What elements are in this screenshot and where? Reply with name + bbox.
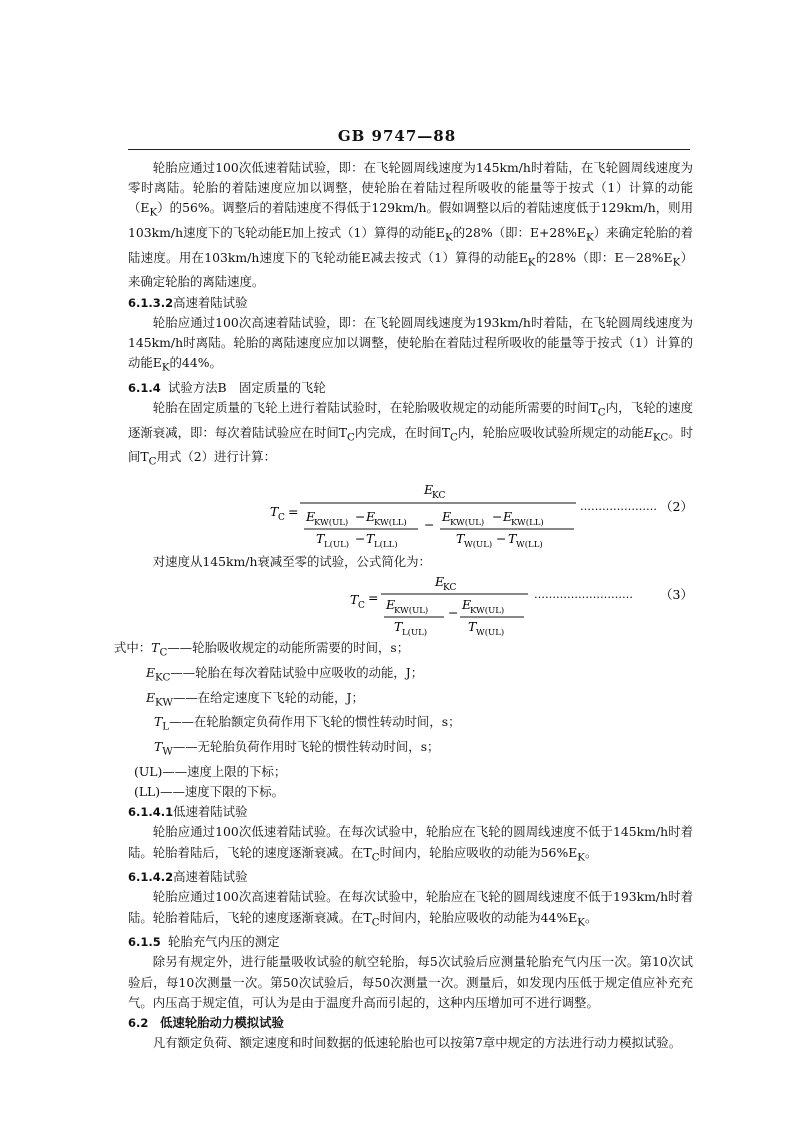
section-title: 试验方法B 固定质量的飞轮 (168, 379, 326, 395)
section-heading-6-2 (128, 1013, 693, 1033)
eq2-minus4: − (496, 531, 507, 547)
eq2-equals: = (288, 504, 299, 520)
section-number: 6.2 (128, 1016, 149, 1031)
eq2-e4-sub: KW(LL) (511, 518, 544, 529)
eq2-minus2: − (355, 531, 366, 547)
def-symbol: E (146, 665, 156, 680)
text-run: 轮胎应通过100次低速着陆试验，即：在飞轮圆周线速度为145km/h时着陆，在飞轮圆周线速度 (152, 160, 681, 175)
section-heading-6-1-4-1 (128, 802, 693, 822)
text-run: 内，飞轮的 (605, 400, 669, 416)
eq2-num-E: E (424, 482, 434, 498)
eq3-e2: E (462, 597, 472, 613)
eq2-e3: E (442, 509, 452, 525)
eq3-minus: − (448, 605, 459, 621)
def-symbol-sub: W (162, 745, 173, 758)
eq3-lhs-sub: C (358, 601, 365, 612)
text-run: 轮胎在固定质量的飞轮上进行着陆试验时，在轮胎吸收规定的动能所需要的时间T (152, 400, 598, 416)
eq3-number: （3） (660, 587, 693, 603)
text-run: K (672, 256, 681, 269)
text-run: 为零时离陆。轮胎的着陆速度应加以调整，使轮胎在着陆过程所吸收的能量等于按式（1）计算的动 (128, 160, 693, 196)
def-text: ——速度上限的下标； (162, 763, 287, 779)
def-symbol: T (154, 739, 163, 755)
eq3-equals: = (368, 590, 379, 606)
def-symbol: (LL) (134, 783, 161, 799)
text-run: 充气。内压高于规定值，可认为是由于温度升高而引起的，这种内压增加可不进行调整。 (128, 974, 693, 1010)
definition-row (128, 737, 693, 762)
def-text: ——在轮胎额定负荷作用下飞轮的惯性转动时间，s； (169, 714, 461, 730)
text-run: 试验后，每10次测量一次。第50次试验后，每50次测量一次。测量后，如发现内压低于规定值应补充 (128, 954, 693, 990)
text-run: 时间内，轮胎应吸收的动能为56%E (379, 844, 578, 860)
eq2-t2-sub: L(LL) (374, 540, 398, 551)
def-text: ——速度下限的下标。 (160, 783, 285, 799)
text-run: 轮胎应通过100次高速着陆试验，即：在飞轮圆周线速度为193km/h时着陆，在飞轮圆周线速度为 (152, 314, 693, 330)
definition-row (128, 712, 693, 737)
eq2-e2: E (366, 509, 376, 525)
eq3-e1-sub: KW(UL) (394, 606, 429, 617)
eq3-e2-sub: KW(UL) (470, 606, 505, 617)
def-symbol-sub: KC (155, 671, 171, 684)
equation-3 (128, 572, 693, 638)
text-run: KC (652, 431, 669, 444)
def-symbol: T (151, 640, 160, 656)
section-heading-6-1-5 (128, 932, 693, 952)
section-title: 高速着陆试验 (173, 869, 248, 885)
text-run: 着陆速度。用在103km/h速度下的飞轮动能E减去按式（1）算得的动能E (128, 225, 693, 265)
text-run: K (161, 361, 170, 374)
text-run: K (577, 916, 585, 929)
eq2-minus-mid: − (424, 517, 435, 533)
equation-2 (128, 472, 693, 552)
text-run: C (148, 455, 157, 468)
section-title: 低速轮胎动力模拟试验 (160, 1015, 284, 1031)
eq2-num-sub: KC (432, 491, 446, 502)
section-number: 6.1.4 (128, 380, 161, 395)
text-run: ）的56%。调整后的着陆速度不得低于129km/h。假如调整以后的着陆速度低于129km/h，则 (157, 200, 681, 216)
text-run: 用103km/h速度下的飞轮动能E加上按式（1）算得的动能E (128, 200, 693, 241)
paragraph-inflation-pressure (128, 952, 693, 1013)
eq2-lhs-sub: C (278, 513, 285, 524)
text-run: K (444, 231, 453, 244)
eq3-t2-sub: W(UL) (476, 628, 505, 639)
def-symbol: (UL) (134, 763, 163, 779)
eq3-lhs-T: T (350, 592, 359, 608)
def-text: ——无轮胎负荷作用时飞轮的惯性转动时间，s； (172, 739, 440, 755)
eq2-minus3: − (492, 509, 503, 525)
eq2-minus1: − (355, 509, 366, 525)
text-run: 的44%。 (169, 355, 222, 371)
section-heading-6-1-4 (128, 378, 693, 398)
text-run: 用式（2）进行计算： (156, 449, 276, 465)
definition-row (128, 663, 693, 688)
text-run: ）来确定轮胎的离陆速度。 (128, 249, 693, 290)
defs-prefix: 式中： (114, 640, 152, 656)
paragraph-low-speed-landing (128, 158, 693, 293)
symbol-definitions (114, 638, 693, 802)
definition-row (114, 638, 693, 663)
text-run: 速度逐渐衰减，即：每次着陆试验应在时间T (128, 400, 694, 440)
text-run: C (371, 850, 380, 863)
text-run: 凡有额定负荷、额定速度和时间数据的低速轮胎也可以按第7章中规定的方法进行动力模拟试验。 (152, 1035, 682, 1051)
text-run: C (347, 431, 355, 444)
text-run: 能（E (128, 180, 693, 216)
eq2-t1-sub: L(UL) (324, 540, 350, 551)
definition-row (128, 762, 693, 782)
eq2-t4-sub: W(LL) (516, 540, 543, 551)
text-run: E (643, 424, 653, 440)
text-run: K (585, 231, 594, 244)
eq3-t1: T (394, 619, 403, 635)
text-run: 。 (584, 909, 598, 925)
paragraph-simplified (128, 552, 693, 572)
section-heading-6-1-4-2 (128, 867, 693, 887)
section-number: 6.1.3.2 (128, 295, 174, 310)
text-run: E (663, 249, 673, 265)
eq3-e1: E (386, 597, 396, 613)
page-content (114, 158, 694, 1053)
eq2-leader-dots: ………………… (580, 500, 657, 514)
eq2-t4: T (508, 531, 517, 547)
def-symbol: T (154, 714, 163, 730)
eq3-num-sub: KC (443, 583, 457, 594)
paragraph-high-speed-test (128, 887, 693, 932)
text-run: K (577, 850, 585, 863)
text-run: C (449, 431, 458, 444)
text-run: 除另有规定外，进行能量吸收试验的航空轮胎，每5次试验后应测量轮胎充气内压一次。第10次 (152, 954, 681, 970)
text-run: 的动能E (128, 335, 693, 371)
section-number: 6.1.5 (128, 935, 161, 950)
eq3-leader-dots: ……………………… (534, 588, 633, 602)
text-run: 。时间T (128, 424, 694, 465)
paragraph-high-speed-landing (128, 313, 693, 378)
text-run: 内，轮胎应吸收试验所规定的动能 (457, 424, 644, 440)
definition-row (128, 688, 693, 713)
text-run: 145km/h时离陆。轮胎的离陆速度应加以调整，使轮胎在着陆过程所吸收的能量等于按式（1）计算 (128, 335, 681, 351)
text-run: C (371, 916, 380, 929)
def-symbol-sub: C (159, 646, 168, 659)
eq2-lhs-T: T (270, 504, 279, 520)
eq2-e3-sub: KW(UL) (450, 518, 485, 529)
def-text: ——轮胎在每次着陆试验中应吸收的动能，J； (170, 665, 424, 680)
section-number: 6.1.4.1 (128, 805, 174, 820)
eq2-t3-sub: W(UL) (464, 540, 493, 551)
section-heading-6-1-3-2 (128, 293, 693, 313)
section-title: 低速着陆试验 (173, 804, 248, 820)
text-run: 对速度从145km/h衰减至零的试验，公式简化为： (152, 554, 431, 570)
def-symbol: E (146, 689, 156, 705)
eq2-e2-sub: KW(LL) (374, 518, 407, 529)
eq2-e4: E (503, 509, 513, 525)
text-run: K (149, 206, 158, 219)
eq2-e1: E (306, 509, 316, 525)
text-run: 。 (584, 844, 598, 860)
eq2-t3: T (456, 531, 465, 547)
section-title: 轮胎充气内压的测定 (168, 934, 280, 950)
def-text: ——在给定速度下飞轮的动能，J； (173, 689, 364, 705)
section-number: 6.1.4.2 (128, 870, 174, 885)
paragraph-dynamic-simulation (128, 1033, 693, 1053)
section-title: 高速着陆试验 (173, 294, 248, 310)
definition-row (128, 782, 693, 802)
def-symbol-sub: KW (155, 696, 174, 709)
page-header: GB 9747—88 (337, 127, 457, 145)
text-run: 着陆。轮胎着陆后，飞轮的速度逐渐衰减。在T (128, 824, 693, 860)
def-text: ——轮胎吸收规定的动能所需要的时间，s； (167, 640, 410, 656)
eq2-t2: T (366, 531, 375, 547)
text-run: 着陆。轮胎着陆后，飞轮的速度逐渐衰减。在T (128, 889, 693, 925)
text-run: 内完成，在时间T (354, 424, 450, 440)
paragraph-low-speed-test (128, 822, 693, 867)
eq3-t2: T (468, 619, 477, 635)
text-run: C (597, 406, 606, 419)
text-run: K (527, 256, 536, 269)
paragraph-method-b (128, 398, 693, 472)
eq2-e1-sub: KW(UL) (314, 518, 349, 529)
text-run: 的28%（即：E－28% (535, 249, 664, 265)
text-run: 时间内，轮胎应吸收的动能为44%E (379, 909, 578, 925)
eq2-t1: T (316, 531, 325, 547)
eq3-num-E: E (435, 574, 445, 590)
eq3-t1-sub: L(UL) (402, 628, 428, 639)
text-run: 轮胎应通过100次低速着陆试验。在每次试验中，轮胎应在飞轮的圆周线速度不低于145km/h时 (152, 824, 681, 840)
text-run: ）来确定轮胎的 (593, 225, 681, 241)
text-run: 轮胎应通过100次高速着陆试验。在每次试验中，轮胎应在飞轮的圆周线速度不低于193km/h时 (152, 889, 681, 905)
text-run: 的28%（即：E+28%E (452, 225, 586, 241)
header-rule (128, 149, 690, 150)
def-symbol-sub: L (162, 720, 170, 733)
eq2-number: （2） (660, 499, 693, 515)
